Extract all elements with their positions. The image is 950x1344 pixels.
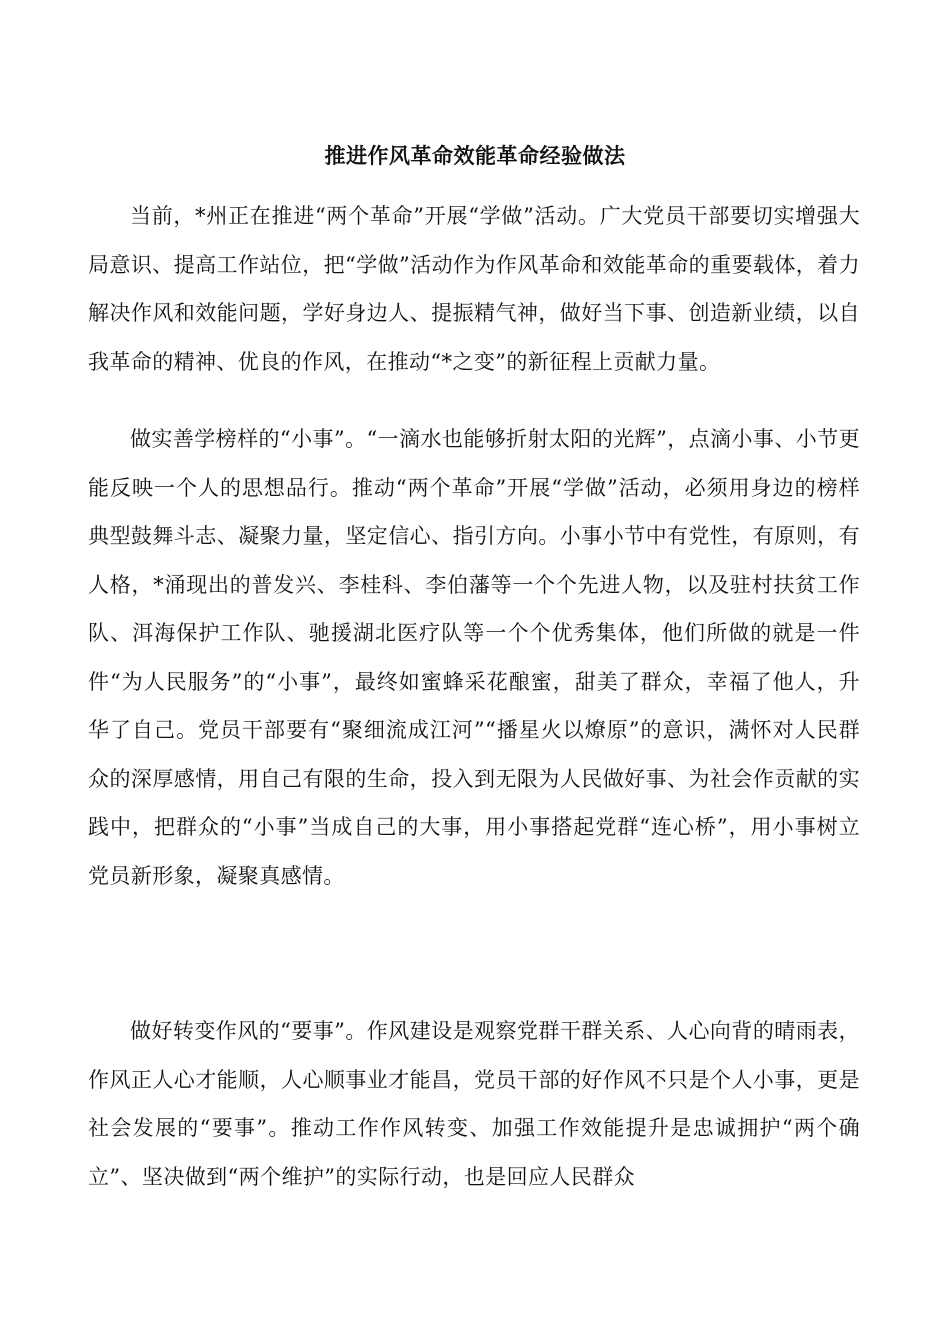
paragraph-small-things: 做实善学榜样的“小事”。“一滴水也能够折射太阳的光辉”，点滴小事、小节更能反映一个人的思想品行。推动“两个革命”开展“学做”活动，必须用身边的榜样典型鼓舞斗志、凝聚力量，坚定信心、指引方向。小事小节中有党性，有原则，有人格，*涌现出的普发兴、李桂科、李伯藩等一个个先进人物，以及驻村扶贫工作队、洱海保护工作队、驰援湖北医疗队等一个个优秀集体，他们所做的就是一件件“为人民服务”的“小事”，最终如蜜蜂采花酿蜜，甜美了群众，幸福了他人，升华了自己。党员干部要有“聚细流成江河”“播星火以燎原”的意识，满怀对人民群众的深厚感情，用自己有限的生命，投入到无限为人民做好事、为社会作贡献的实践中，把群众的“小事”当成自己的大事，用小事搭起党群“连心桥”，用小事树立党员新形象，凝聚真感情。 — [88, 427, 860, 888]
paragraph-work-style: 做好转变作风的“要事”。作风建设是观察党群干群关系、人心向背的晴雨表，作风正人心才能顺，人心顺事业才能昌，党员干部的好作风不只是个人小事，更是社会发展的“要事”。推动工作作风转变、加强工作效能提升是忠诚拥护“两个确立”、坚决做到“两个维护”的实际行动，也是回应人民群众 — [88, 1019, 860, 1189]
document-title: 推进作风革命效能革命经验做法 — [324, 144, 626, 168]
paragraph-intro: 当前，*州正在推进“两个革命”开展“学做”活动。广大党员干部要切实增强大局意识、提高工作站位，把“学做”活动作为作风革命和效能革命的重要载体，着力解决作风和效能问题，学好身边人、提振精气神，做好当下事、创造新业绩，以自我革命的精神、优良的作风，在推动“*之变”的新征程上贡献力量。 — [88, 204, 860, 374]
